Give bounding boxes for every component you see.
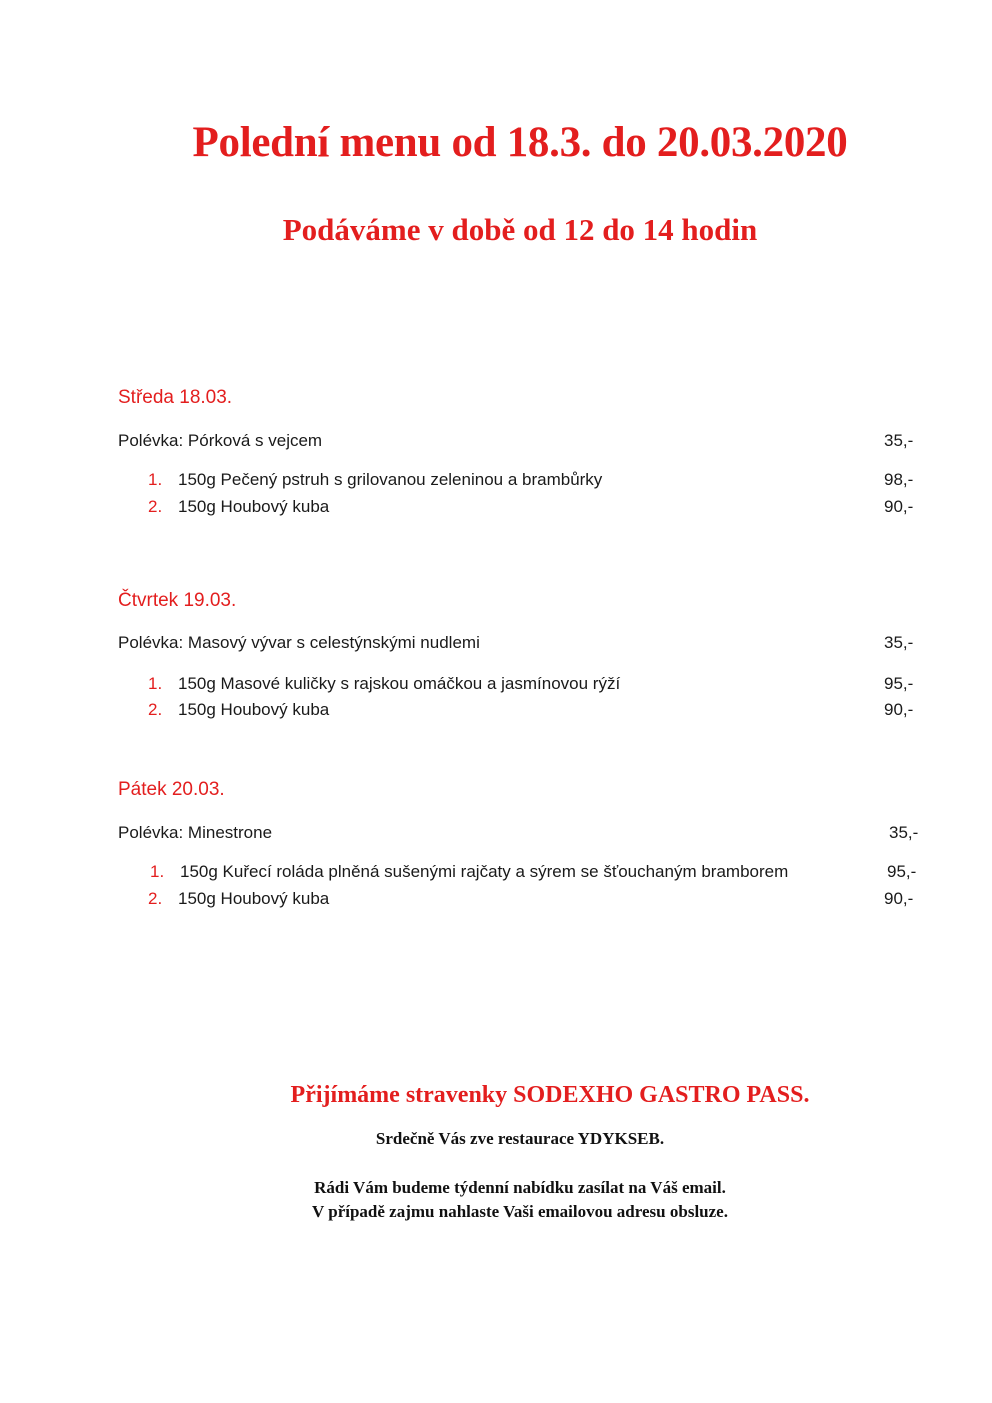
menu-item [118,888,917,910]
page-title: Polední menu od 18.3. do 20.03.2020 [192,119,848,166]
item-number: 2. [148,497,163,516]
soup-name: Polévka: Minestrone [118,823,273,842]
item-number: 1. [148,674,163,693]
soup-price: 35,- [889,823,919,842]
soup-name: Polévka: Masový vývar s celestýnskými nudlemi [118,633,480,652]
day-heading: Čtvrtek 19.03. [118,590,237,611]
restaurant-invite: Srdečně Vás zve restaurace YDYKSEB. [375,1129,665,1148]
item-number: 2. [148,700,163,719]
menu-item [118,469,917,491]
day-heading: Středa 18.03. [118,387,233,408]
item-name: 150g Kuřecí roláda plněná sušenými rajčaty a sýrem se šťouchaným bramborem [180,862,789,881]
item-name: 150g Houbový kuba [178,497,330,516]
serving-hours: Podáváme v době od 12 do 14 hodin [282,212,758,247]
item-name: 150g Pečený pstruh s grilovanou zeleninou a brambůrky [178,470,603,489]
newsletter-note: Rádi Vám budeme týdenní nabídku zasílat na Váš email. [314,1178,726,1197]
menu-item [118,861,917,883]
vouchers-note: Přijímáme stravenky SODEXHO GASTRO PASS. [290,1082,810,1108]
menu-item [118,673,917,695]
menu-item [118,496,917,518]
item-number: 1. [148,470,163,489]
soup-name: Polévka: Pórková s vejcem [118,431,323,450]
menu-item [118,699,917,721]
item-number: 2. [148,889,163,908]
item-price: 98,- [884,470,914,489]
item-price: 95,- [884,674,914,693]
soup-price: 35,- [884,633,914,652]
item-name: 150g Masové kuličky s rajskou omáčkou a jasmínovou rýží [178,674,621,693]
item-price: 90,- [884,889,914,908]
soup-row [118,632,917,654]
item-number: 1. [150,862,165,881]
item-name: 150g Houbový kuba [178,700,330,719]
item-price: 90,- [884,497,914,516]
day-heading: Pátek 20.03. [118,779,225,800]
soup-row [118,822,917,844]
soup-price: 35,- [884,431,914,450]
soup-row [118,430,917,452]
item-price: 95,- [887,862,917,881]
item-price: 90,- [884,700,914,719]
item-name: 150g Houbový kuba [178,889,330,908]
newsletter-note-2: V případě zajmu nahlaste Vaši emailovou adresu obsluze. [312,1202,728,1221]
